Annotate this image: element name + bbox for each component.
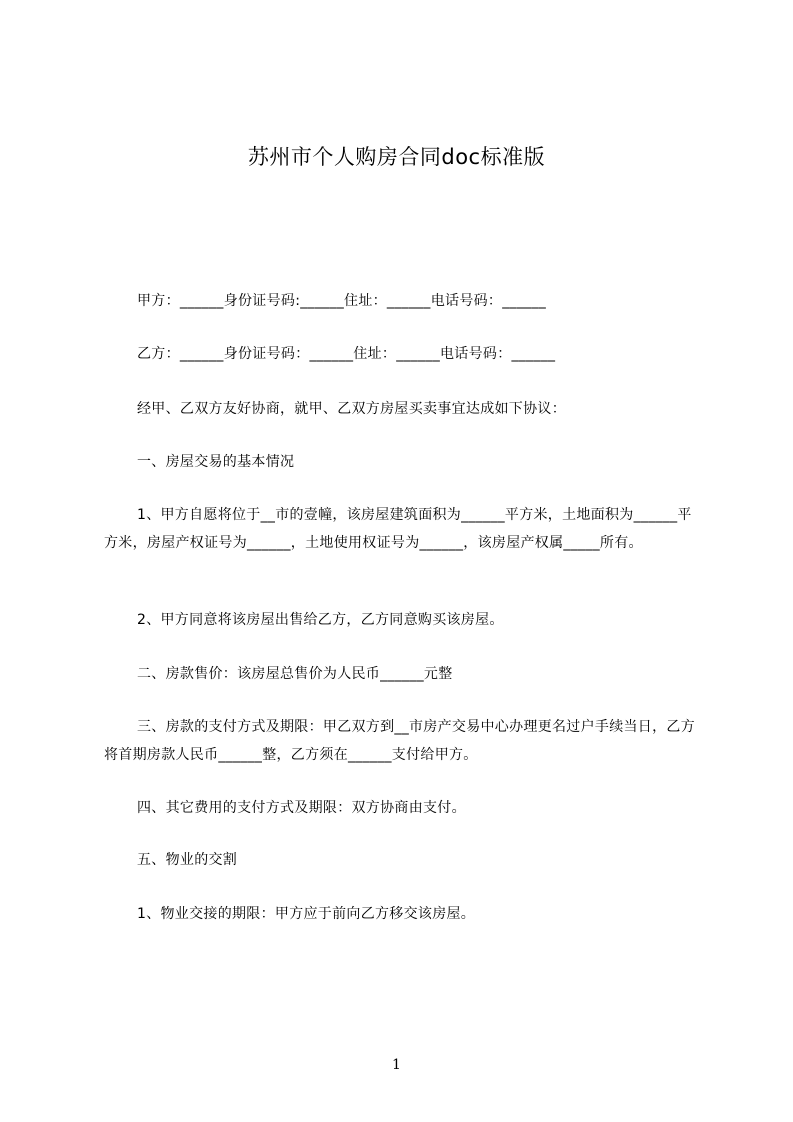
section-heading-price: 二、房款售价：该房屋总售价为人民币______元整 (137, 666, 453, 682)
agreement-intro: 经甲、乙双方友好协商，就甲、乙双方房屋买卖事宜达成如下协议： (137, 401, 566, 417)
clause-handover-deadline: 1、物业交接的期限：甲方应于前向乙方移交该房屋。 (137, 906, 476, 922)
clause-sale-agreement: 2、甲方同意将该房屋出售给乙方，乙方同意购买该房屋。 (137, 612, 504, 628)
section-other-fees: 四、其它费用的支付方式及期限：双方协商由支付。 (137, 800, 466, 816)
section-heading-handover: 五、物业的交割 (137, 852, 238, 868)
party-b-info: 乙方：______身份证号码：______住址：______电话号码：______ (137, 346, 556, 362)
document-title: 苏州市个人购房合同doc标准版 (247, 145, 546, 169)
page-number: 1 (392, 1057, 401, 1073)
clause-property-details: 1、甲方自愿将位于__市的壹幢，该房屋建筑面积为______平方米，土地面积为______平方米，房屋产权证号为______，土地使用权证号为______，该房屋产权属_____所有。 (104, 507, 692, 551)
party-a-info: 甲方：______身份证号码:______住址：______电话号码：______ (137, 293, 547, 309)
section-heading-basic-info: 一、房屋交易的基本情况 (137, 454, 295, 470)
section-payment-terms: 三、房款的支付方式及期限：甲乙双方到__市房产交易中心办理更名过户手续当日，乙方将首期房款人民币______整，乙方须在______支付给甲方。 (104, 719, 695, 763)
